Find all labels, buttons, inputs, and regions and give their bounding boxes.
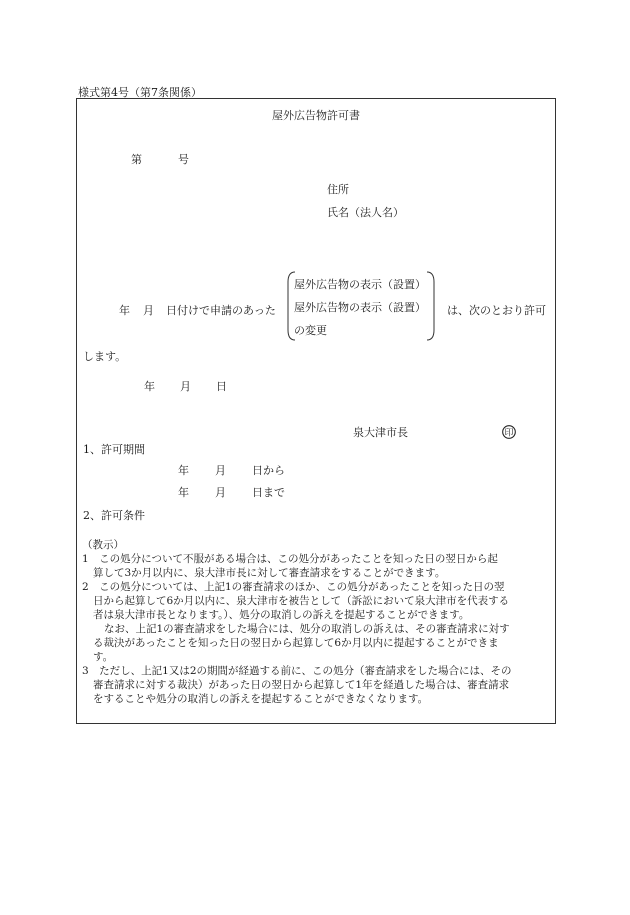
- option-display-install: 屋外広告物の表示（設置）: [294, 278, 426, 291]
- notice-line: 1 この処分について不服がある場合は、この処分があったことを知った日の翌日から起: [82, 553, 498, 565]
- seal-mark: [502, 425, 516, 439]
- notice-line: 3 ただし、上記1又は2の期間が経過する前に、この処分（審査請求をした場合には、その: [82, 665, 512, 677]
- period-from-day: 日から: [252, 464, 285, 477]
- permit-conditions-heading: 2、許可条件: [83, 509, 145, 522]
- svg-text:印: 印: [504, 428, 514, 439]
- application-year: 年: [119, 304, 130, 317]
- application-month: 月: [143, 304, 154, 317]
- option-change: の変更: [294, 324, 327, 337]
- notice-heading: （教示）: [82, 539, 124, 551]
- permit-period-heading: 1、許可期間: [83, 443, 145, 456]
- issue-month: 月: [180, 380, 191, 393]
- period-to-year: 年: [178, 486, 189, 499]
- period-from-month: 月: [215, 464, 226, 477]
- notice-line: 算して3か月以内に、泉大津市長に対して審査請求をすることができます。: [93, 567, 446, 579]
- name-label: 氏名（法人名）: [327, 206, 404, 219]
- period-from-year: 年: [178, 464, 189, 477]
- notice-line: なお、上記1の審査請求をした場合には、処分の取消しの訴えは、その審査請求に対す: [104, 623, 510, 635]
- notice-section: [82, 538, 552, 723]
- application-continuation: します。: [83, 350, 127, 363]
- notice-line: す。: [93, 651, 114, 663]
- page-title: 屋外広告物許可書: [272, 109, 360, 122]
- address-label: 住所: [327, 183, 349, 196]
- permit-number-go: 号: [178, 153, 189, 166]
- option-display-install-2: 屋外広告物の表示（設置）: [294, 301, 426, 314]
- notice-line: 審査請求に対する裁決）があった日の翌日から起算して1年を経過した場合は、審査請求: [93, 679, 510, 691]
- application-date-prefix: 日付けで申請のあった: [166, 304, 276, 317]
- notice-line: 日から起算して6か月以内に、泉大津市を被告として（訴訟において泉大津市を代表する: [93, 595, 510, 607]
- issue-year: 年: [144, 380, 155, 393]
- notice-line: 者は泉大津市長となります。）、処分の取消しの訴えを提起することができます。: [93, 609, 470, 621]
- form-code: 様式第4号（第7条関係）: [78, 86, 202, 99]
- period-to-day: 日まで: [252, 486, 285, 499]
- issuer: 泉大津市長: [353, 426, 408, 439]
- notice-line: をすることや処分の取消しの訴えを提起することができなくなります。: [93, 693, 429, 705]
- issue-day: 日: [216, 380, 227, 393]
- permit-form: [76, 98, 556, 724]
- permit-number-dai: 第: [131, 153, 142, 166]
- notice-line: 2 この処分については、上記1の審査請求のほか、この処分があったことを知った日の翌: [82, 581, 505, 593]
- period-to-month: 月: [215, 486, 226, 499]
- application-suffix: は、次のとおり許可: [447, 304, 546, 317]
- notice-line: る裁決があったことを知った日の翌日から起算して6か月以内に提起することができま: [93, 637, 499, 649]
